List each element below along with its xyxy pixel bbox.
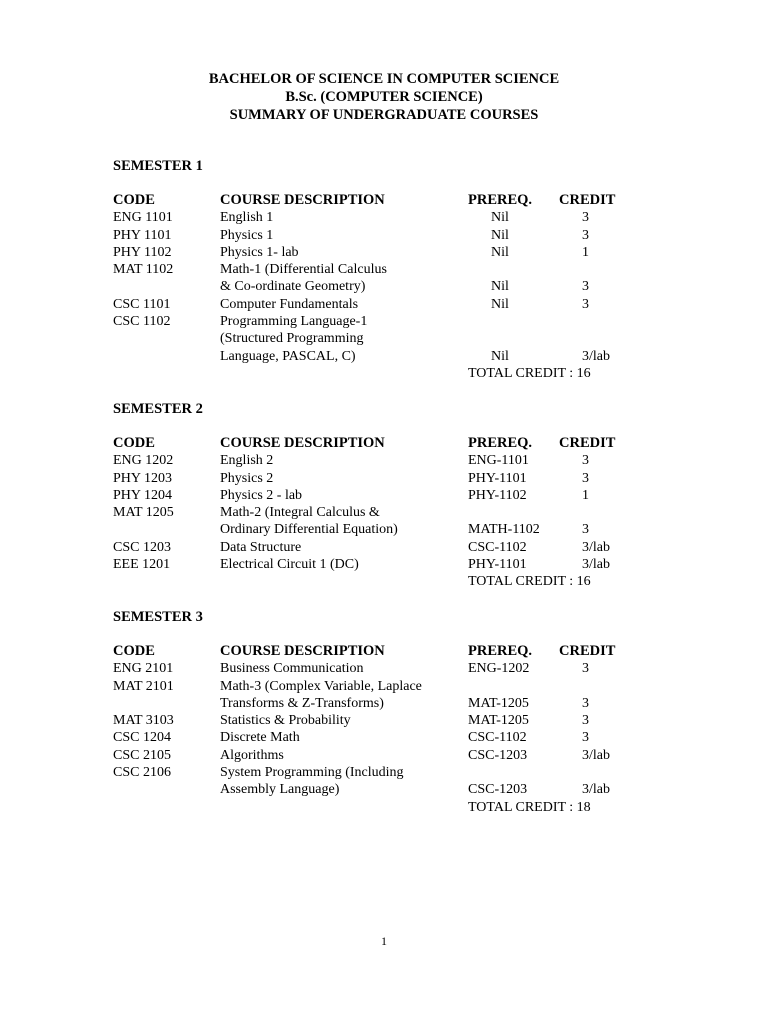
table-row (113, 556, 633, 573)
table-row (113, 296, 633, 313)
table-row (113, 504, 633, 521)
title-line-3: SUMMARY OF UNDERGRADUATE COURSES (229, 107, 539, 123)
course-credit: 3/lab (582, 539, 610, 555)
course-description: Physics 2 - lab (220, 487, 303, 503)
course-prereq: Nil (491, 244, 509, 260)
course-code: PHY 1204 (113, 487, 172, 503)
course-code: PHY 1102 (113, 244, 172, 260)
course-description: Business Communication (220, 661, 364, 677)
course-prereq: Nil (491, 348, 509, 364)
header-credit: CREDIT (559, 192, 616, 208)
course-code: CSC 1101 (113, 296, 171, 312)
course-credit: 3/lab (582, 348, 610, 364)
course-prereq: MAT-1205 (468, 695, 529, 711)
table-row (113, 678, 633, 695)
course-description: Programming Language-1 (220, 314, 368, 330)
course-code: MAT 2101 (113, 678, 174, 694)
header-prereq: PREREQ. (468, 643, 533, 659)
course-description: & Co-ordinate Geometry) (220, 279, 366, 295)
semester-title: SEMESTER 2 (113, 401, 203, 417)
table-row (113, 209, 633, 226)
course-prereq: Nil (491, 296, 509, 312)
semester-1-section (113, 157, 633, 382)
course-credit: 3 (582, 453, 589, 469)
course-description: English 2 (220, 453, 274, 469)
table-row (113, 313, 633, 330)
course-code: MAT 1102 (113, 262, 174, 278)
course-code: EEE 1201 (113, 557, 171, 573)
header-credit: CREDIT (559, 643, 616, 659)
course-description: Math-1 (Differential Calculus (220, 262, 387, 278)
course-credit: 3 (582, 210, 589, 226)
course-prereq: CSC-1203 (468, 747, 528, 763)
course-code: ENG 1101 (113, 210, 173, 226)
table-row (113, 781, 633, 798)
course-code: CSC 1102 (113, 314, 171, 330)
total-credit: TOTAL CREDIT : 16 (468, 574, 591, 590)
course-credit: 3 (582, 730, 589, 746)
course-description: Transforms & Z-Transforms) (220, 695, 384, 711)
course-credit: 3 (582, 279, 589, 295)
table-row (113, 330, 633, 347)
total-credit-row (113, 573, 633, 590)
course-description: (Structured Programming (220, 331, 364, 347)
course-credit: 3 (582, 227, 589, 243)
table-row (113, 261, 633, 278)
course-description: Statistics & Probability (220, 713, 351, 729)
header-description: COURSE DESCRIPTION (220, 192, 385, 208)
course-credit: 3 (582, 470, 589, 486)
course-credit: 3/lab (582, 782, 610, 798)
course-prereq: ENG-1101 (468, 453, 529, 469)
course-description: Physics 2 (220, 470, 274, 486)
course-credit: 3/lab (582, 747, 610, 763)
table-row (113, 712, 633, 729)
course-prereq: CSC-1102 (468, 539, 527, 555)
table-row (113, 452, 633, 469)
header-credit: CREDIT (559, 435, 616, 451)
course-prereq: CSC-1102 (468, 730, 527, 746)
course-prereq: Nil (491, 279, 509, 295)
course-code: CSC 2105 (113, 747, 171, 763)
course-description: Physics 1- lab (220, 244, 299, 260)
course-prereq: MATH-1102 (468, 522, 540, 538)
table-row (113, 695, 633, 712)
course-prereq: PHY-1101 (468, 557, 527, 573)
header-description: COURSE DESCRIPTION (220, 643, 385, 659)
course-description: Discrete Math (220, 730, 300, 746)
course-credit: 1 (582, 487, 589, 503)
header-description: COURSE DESCRIPTION (220, 435, 385, 451)
course-credit: 3 (582, 713, 589, 729)
course-code: ENG 2101 (113, 661, 174, 677)
table-header (113, 643, 633, 660)
course-prereq: PHY-1101 (468, 470, 527, 486)
course-description: English 1 (220, 210, 274, 226)
course-code: PHY 1101 (113, 227, 172, 243)
course-prereq: CSC-1203 (468, 782, 528, 798)
course-description: Physics 1 (220, 227, 274, 243)
course-prereq: Nil (491, 227, 509, 243)
table-row (113, 278, 633, 295)
semester-3-section (113, 608, 633, 816)
table-row (113, 348, 633, 365)
table-row (113, 227, 633, 244)
course-description: Algorithms (220, 747, 284, 763)
course-code: CSC 1204 (113, 730, 171, 746)
semester-title: SEMESTER 3 (113, 609, 203, 625)
header-prereq: PREREQ. (468, 435, 533, 451)
table-row (113, 764, 633, 781)
page-number: 1 (381, 934, 387, 948)
course-credit: 3 (582, 661, 589, 677)
table-row (113, 539, 633, 556)
course-description: Assembly Language) (220, 782, 340, 798)
table-row (113, 244, 633, 261)
course-description: Computer Fundamentals (220, 296, 359, 312)
course-prereq: ENG-1202 (468, 661, 530, 677)
course-credit: 3/lab (582, 557, 610, 573)
course-description: Data Structure (220, 539, 302, 555)
course-credit: 3 (582, 296, 589, 312)
course-code: MAT 3103 (113, 713, 174, 729)
course-prereq: MAT-1205 (468, 713, 529, 729)
table-row (113, 470, 633, 487)
header-code: CODE (113, 643, 155, 659)
title-line-1: BACHELOR OF SCIENCE IN COMPUTER SCIENCE (208, 71, 560, 87)
table-row (113, 747, 633, 764)
course-code: PHY 1203 (113, 470, 172, 486)
table-row (113, 729, 633, 746)
course-code: CSC 2106 (113, 765, 171, 781)
course-credit: 3 (582, 522, 589, 538)
title-line-2: B.Sc. (COMPUTER SCIENCE) (285, 89, 483, 105)
header-prereq: PREREQ. (468, 192, 533, 208)
course-description: Math-3 (Complex Variable, Laplace (220, 678, 422, 694)
course-prereq: Nil (491, 210, 509, 226)
header-code: CODE (113, 435, 155, 451)
course-prereq: PHY-1102 (468, 487, 527, 503)
semester-title: SEMESTER 1 (113, 158, 203, 174)
document-title (0, 70, 768, 124)
course-description: Ordinary Differential Equation) (220, 522, 398, 538)
course-code: ENG 1202 (113, 453, 174, 469)
table-row (113, 660, 633, 677)
total-credit-row (113, 799, 633, 816)
course-description: System Programming (Including (220, 765, 404, 781)
course-credit: 1 (582, 244, 589, 260)
table-header (113, 435, 633, 452)
table-row (113, 487, 633, 504)
total-credit-row (113, 365, 633, 382)
course-credit: 3 (582, 695, 589, 711)
table-header (113, 192, 633, 209)
total-credit: TOTAL CREDIT : 16 (468, 365, 591, 381)
course-code: CSC 1203 (113, 539, 171, 555)
table-row (113, 521, 633, 538)
header-code: CODE (113, 192, 155, 208)
total-credit: TOTAL CREDIT : 18 (468, 799, 591, 815)
course-description: Electrical Circuit 1 (DC) (220, 557, 359, 573)
course-description: Math-2 (Integral Calculus & (220, 505, 380, 521)
course-description: Language, PASCAL, C) (220, 348, 356, 364)
course-code: MAT 1205 (113, 505, 174, 521)
semester-2-section (113, 400, 633, 591)
